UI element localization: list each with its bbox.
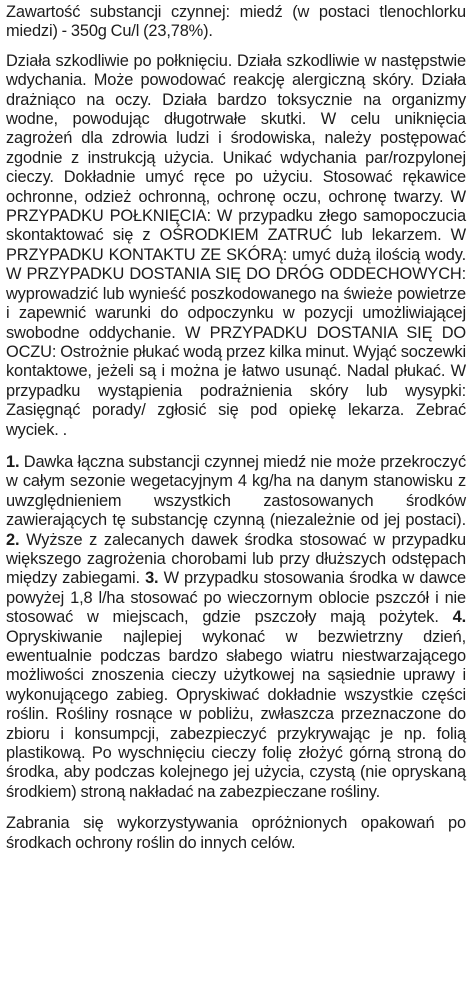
usage-instructions-paragraph <box>6 453 466 802</box>
usage-item-number-2: 2. <box>6 530 20 549</box>
packaging-disposal-paragraph: Zabrania się wykorzystywania opróżnionych opakowań po środkach ochrony roślin do innych celów. <box>6 814 466 852</box>
active-substance-paragraph: Zawartość substancji czynnej: miedź (w postaci tlenochlorku miedzi) - 350g Cu/l (23,78%). <box>6 3 466 41</box>
usage-item-text-1: Dawka łączna substancji czynnej miedź nie może przekroczyć w całym sezonie wegetacyjnym 4 kg/ha na danym stanowisku z uwzględnieniem wszystkich zastosowanych środków zawierających tę substancję czynną (niezależnie od jej postaci). <box>6 452 466 530</box>
usage-item-text-4: Opryskiwanie najlepiej wykonać w bezwietrzny dzień, ewentualnie podczas bardzo słabego wiatru niestwarzającego możliwości znoszenia cieczy użytkowej na sąsiednie uprawy i wykonującego zabieg. Opryskiwać dokładnie wszystkie części roślin. Rośliny rosnące w pobliżu, zwłaszcza przeznaczone do zbioru i konsumpcji, zabezpieczyć przykrywając je np. folią plastikową. Po wyschnięciu cieczy folię złożyć górną stroną do środka, aby podczas kolejnego jej użycia, czystą (nie opryskaną środkiem) stroną nakładać na zabezpieczane rośliny. <box>6 627 466 801</box>
usage-item-text-3: W przypadku stosowania środka w dawce powyżej 1,8 l/ha stosować po wieczornym oblocie pszczół i nie stosować w miejscach, gdzie pszczoły mają pożytek. <box>6 569 466 627</box>
usage-item-number-1: 1. <box>6 452 20 471</box>
usage-item-text-2: Wyższe z zalecanych dawek środka stosować w przypadku większego zagrożenia chorobami lub przy dłuższych odstępach między zabiegami. <box>6 530 466 588</box>
usage-item-number-3: 3. <box>145 569 159 588</box>
safety-statements-paragraph: Działa szkodliwie po połknięciu. Działa szkodliwie w następstwie wdychania. Może powodować reakcję alergiczną skóry. Działa drażniąco na oczy. Działa bardzo toksycznie na organizmy wodne, powodując długotrwałe skutki. W celu uniknięcia zagrożeń dla zdrowia ludzi i środowiska, należy postępować zgodnie z instrukcją użycia. Unikać wdychania par/rozpylonej cieczy. Dokładnie umyć ręce po użyciu. Stosować rękawice ochronne, odzież ochronną, ochronę oczu, ochronę twarzy. W PRZYPADKU POŁKNIĘCIA: W przypadku złego samopoczucia skontaktować się z OŚRODKIEM ZATRUĆ lub lekarzem. W PRZYPADKU KONTAKTU ZE SKÓRĄ: umyć dużą ilością wody. W PRZYPADKU DOSTANIA SIĘ DO DRÓG ODDECHOWYCH: wyprowadzić lub wynieść poszkodowanego na świeże powietrze i zapewnić warunki do odpoczynku w pozycji umożliwiającej swobodne oddychanie. W PRZYPADKU DOSTANIA SIĘ DO OCZU: Ostrożnie płukać wodą przez kilka minut. Wyjąć soczewki kontaktowe, jeżeli są i można je łatwo usunąć. Nadal płukać. W przypadku wystąpienia podrażnienia skóry lub wysypki: Zasięgnąć porady/ zgłosić się pod opiekę lekarza. Zebrać wyciek. . <box>6 51 466 439</box>
usage-item-number-4: 4. <box>452 608 466 627</box>
